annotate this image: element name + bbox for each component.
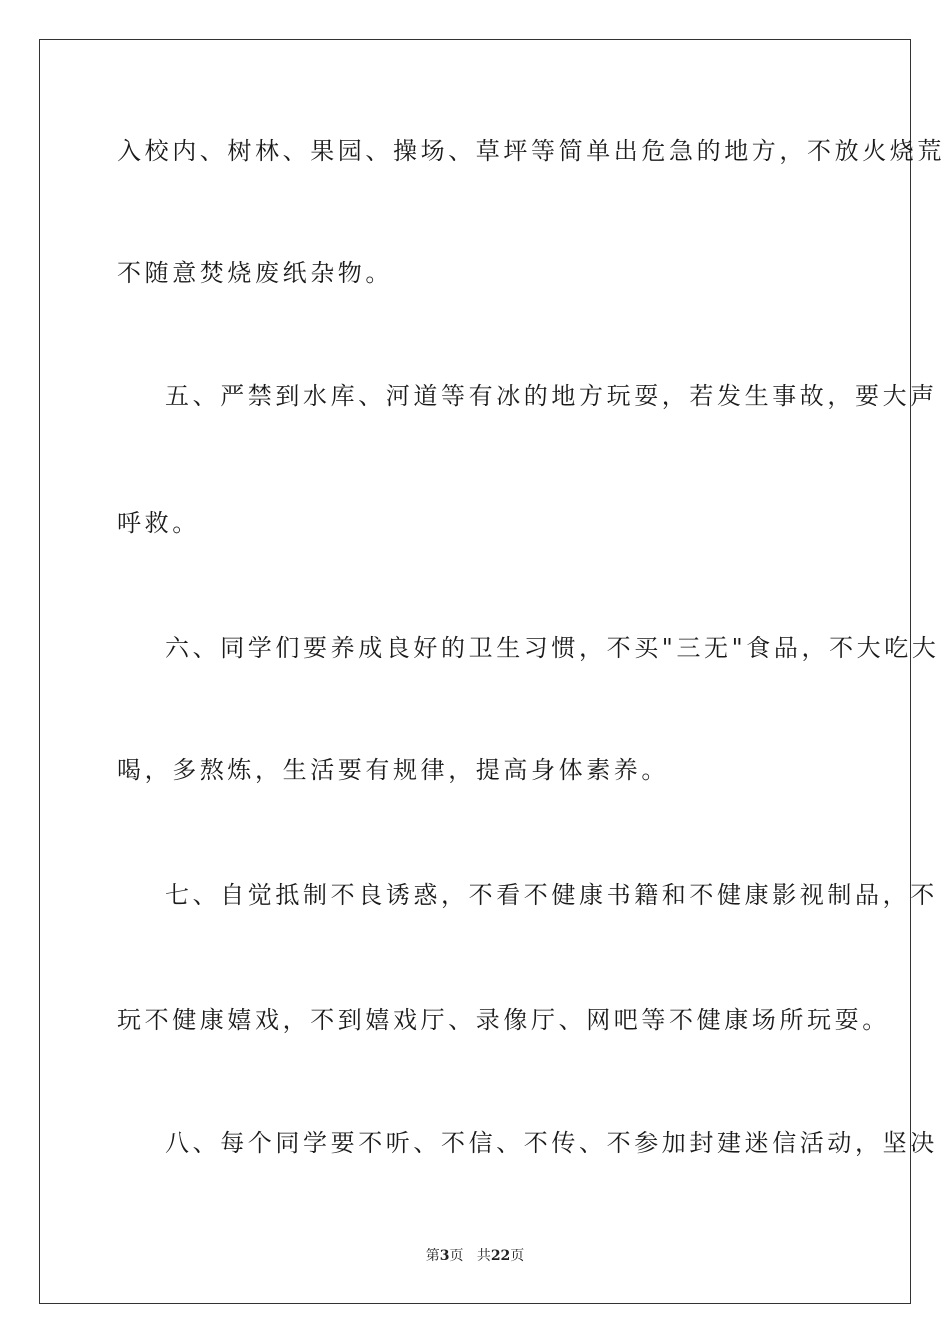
page-border	[39, 39, 945, 1304]
total-suffix: 页	[510, 1248, 525, 1264]
body-line: 喝，多熬炼，生活要有规律，提高身体素养。	[117, 756, 669, 784]
total-pages: 22	[490, 1248, 511, 1264]
paragraph-five-line: 五、严禁到水库、河道等有冰的地方玩耍，若发生事故，要大声	[165, 382, 938, 410]
body-line: 不随意焚烧废纸杂物。	[117, 259, 393, 287]
body-line: 呼救。	[117, 509, 200, 537]
paragraph-six-line: 六、同学们要养成良好的卫生习惯，不买"三无"食品，不大吃大	[165, 634, 940, 662]
page-suffix: 页	[449, 1248, 464, 1264]
paragraph-eight-line: 八、每个同学要不听、不信、不传、不参加封建迷信活动，坚决	[165, 1129, 938, 1157]
body-line: 入校内、树林、果园、操场、草坪等简单出危急的地方，不放火烧荒	[117, 137, 945, 165]
page-footer	[0, 1246, 950, 1266]
page-number: 3	[439, 1248, 450, 1264]
total-prefix: 共	[476, 1248, 491, 1264]
body-line: 玩不健康嬉戏，不到嬉戏厅、录像厅、网吧等不健康场所玩耍。	[117, 1006, 890, 1034]
page-prefix: 第	[425, 1248, 440, 1264]
paragraph-seven-line: 七、自觉抵制不良诱惑，不看不健康书籍和不健康影视制品，不	[165, 881, 938, 909]
